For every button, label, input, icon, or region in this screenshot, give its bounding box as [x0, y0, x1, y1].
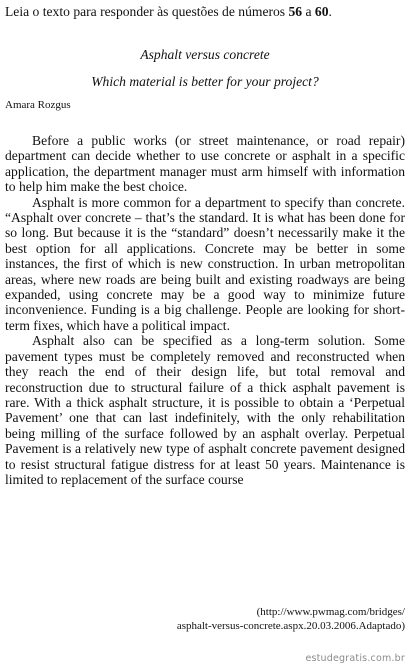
question-number-start: 56	[288, 4, 303, 19]
instruction-suffix: .	[328, 4, 332, 19]
instruction-joiner: a	[302, 4, 315, 19]
article-paragraph: Asphalt also can be specified as a long-term solution. Some pavement types must be completely removed and reconstructed when they reach the end of their design life, but total removal and reconstruction due to structural failure of a thick asphalt pavement is rare. With a thick asphalt structure, it is possible to obtain a ‘Perpetual Pavement’ one that can last indefinitely, with the only rehabilitation being milling of the surface followed by an asphalt overlay. Perpetual Pavement is a relatively new type of asphalt concrete pavement designed to resist structural fatigue distress for at least 50 years. Maintenance is limited to replacement of the surface course	[5, 333, 405, 487]
instruction-prefix: Leia o texto para responder às questões de números	[5, 4, 289, 19]
article-paragraph: Asphalt is more common for a department to specify than concrete. “Asphalt over concrete – that’s the standard. It is what has been done for so long. But because it is the “standard” doesn’t necessarily make it the best option for all applications. Concrete may be better in some instances, the first of which is new construction. In urban metropolitan areas, where new roads are being built and existing roadways are being expanded, using concrete may be a good way to minimize future inconvenience. Funding is a big challenge. People are looking for short-term fixes, which have a political impact.	[5, 194, 405, 333]
article-title: Asphalt versus concrete	[140, 47, 270, 62]
source-citation-line: (http://www.pwmag.com/bridges/	[256, 606, 405, 618]
site-watermark: estudegratis.com.br	[305, 653, 405, 664]
source-citation-line: asphalt-versus-concrete.aspx.20.03.2006.Adaptado)	[176, 620, 405, 632]
article-paragraph: Before a public works (or street maintenance, or road repair) department can decide whether to use concrete or asphalt in a specific application, the department manager must arm himself with information to help him make the best choice.	[5, 133, 405, 195]
article-body	[5, 133, 405, 487]
source-citation	[177, 605, 405, 633]
question-number-end: 60	[314, 4, 329, 19]
question-instruction	[5, 3, 405, 20]
article-subtitle: Which material is better for your project?	[91, 74, 319, 89]
article-author: Amara Rozgus	[5, 99, 71, 111]
